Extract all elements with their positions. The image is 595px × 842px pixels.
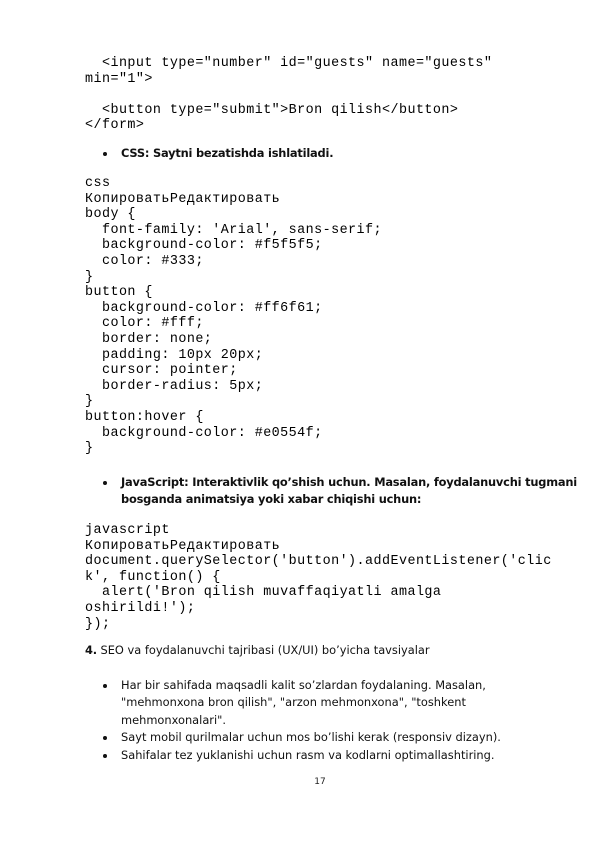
code-line xyxy=(85,87,492,103)
code-line: oshirildi!'); xyxy=(85,600,196,616)
bullet-icon xyxy=(103,684,107,688)
js-bullet-list xyxy=(103,474,577,509)
code-block-html xyxy=(85,56,492,134)
list-item-line: Sayt mobil qurilmalar uchun mos bo’lishi kerak (responsiv dizayn). xyxy=(121,730,501,745)
list-item-line: Sahifalar tez yuklanishi uchun rasm va kodlarni optimallashtiring. xyxy=(121,747,495,762)
code-line: javascript xyxy=(85,523,170,538)
code-line: background-color: #e0554f; xyxy=(85,425,323,441)
code-line: css xyxy=(85,176,111,191)
code-block-js xyxy=(85,523,552,632)
code-line: padding: 10px 20px; xyxy=(85,347,264,363)
code-line: min="1"> xyxy=(85,71,153,87)
bullet-icon xyxy=(103,481,107,485)
code-line: color: #333; xyxy=(85,253,204,269)
bullet-icon xyxy=(103,754,107,758)
list-item-line: "mehmonxona bron qilish", "arzon mehmonxona", "toshkent xyxy=(121,695,466,710)
bullet-icon xyxy=(103,152,107,156)
section-number: 4. xyxy=(85,643,97,657)
code-line: <input type="number" id="guests" name="guests" xyxy=(85,56,493,71)
code-line: } xyxy=(85,269,94,285)
code-line: }); xyxy=(85,616,111,632)
list-item xyxy=(103,474,577,509)
code-line: КопироватьРедактировать xyxy=(85,191,281,207)
bullet-icon xyxy=(103,736,107,740)
page-number: 17 xyxy=(314,777,326,787)
code-line: button { xyxy=(85,285,153,301)
code-block-css xyxy=(85,176,382,457)
css-bullet-list xyxy=(103,145,333,162)
code-line: font-family: 'Arial', sans-serif; xyxy=(85,222,382,238)
code-line: } xyxy=(85,441,94,457)
code-line: border-radius: 5px; xyxy=(85,378,264,394)
code-line: alert('Bron qilish muvaffaqiyatli amalga xyxy=(85,585,442,601)
list-item xyxy=(103,677,501,729)
code-line: body { xyxy=(85,207,136,223)
code-line: </form> xyxy=(85,118,145,134)
code-line: document.querySelector('button').addEventListener('clic xyxy=(85,554,552,570)
code-line: background-color: #ff6f61; xyxy=(85,300,323,316)
bullet-text: CSS: Saytni bezatishda ishlatiladi. xyxy=(121,146,334,160)
section-heading xyxy=(85,643,430,657)
code-line: <button type="submit">Bron qilish</button> xyxy=(85,102,459,118)
code-line: КопироватьРедактировать xyxy=(85,538,281,554)
code-line: color: #fff; xyxy=(85,316,204,332)
code-line: cursor: pointer; xyxy=(85,363,238,379)
list-item xyxy=(103,729,501,746)
list-item-line: Har bir sahifada maqsadli kalit so’zlardan foydalaning. Masalan, xyxy=(121,678,486,692)
bullet-text-line: bosganda animatsiya yoki xabar chiqishi uchun: xyxy=(121,492,422,507)
code-line: button:hover { xyxy=(85,409,204,425)
code-line: k', function() { xyxy=(85,569,221,585)
list-item-line: mehmonxonalari". xyxy=(121,712,227,727)
section-title: SEO va foydalanuvchi tajribasi (UX/UI) bo’yicha tavsiyalar xyxy=(96,643,430,657)
bullet-text-line: JavaScript: Interaktivlik qo’shish uchun. Masalan, foydalanuvchi tugmani xyxy=(121,475,577,489)
code-line: } xyxy=(85,394,94,410)
list-item xyxy=(103,747,501,764)
code-line: border: none; xyxy=(85,331,213,347)
list-item xyxy=(103,145,333,162)
seo-bullet-list xyxy=(103,677,501,764)
code-line: background-color: #f5f5f5; xyxy=(85,238,323,254)
